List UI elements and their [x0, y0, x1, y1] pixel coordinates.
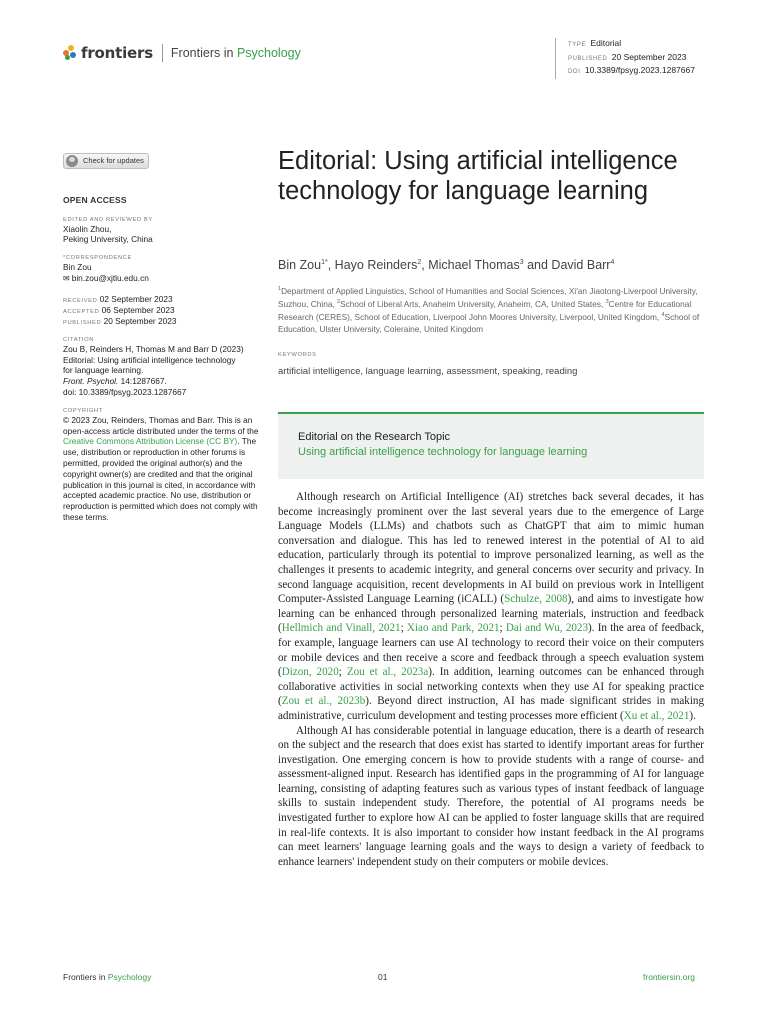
citation-link[interactable]: Zou et al., 2023b: [281, 695, 366, 708]
citation-link[interactable]: Hellmich and Vinall, 2021: [281, 622, 401, 635]
article-title: Editorial: Using artificial intelligence technology for language learning: [278, 147, 678, 205]
cc-by-license-link[interactable]: Creative Commons Attribution License (CC BY): [63, 436, 238, 447]
meta-doi: DOI 10.3389/fpsyg.2023.1287667: [568, 65, 695, 75]
copyright-label: COPYRIGHT: [63, 407, 103, 414]
meta-type: TYPE Editorial: [568, 38, 622, 48]
footer-journal: Frontiers in Psychology: [63, 972, 152, 982]
citation-link[interactable]: Xiao and Park, 2021: [406, 622, 500, 635]
citation-link[interactable]: Dai and Wu, 2023: [505, 622, 589, 635]
article-meta: [555, 38, 695, 79]
author[interactable]: Michael Thomas$^3$: [428, 258, 524, 272]
dates: [63, 294, 263, 327]
frontiers-logo-icon: [63, 45, 77, 61]
divider: [162, 44, 163, 62]
citation: Zou B, Reinders H, Thomas M and Barr D (2023) Editorial: Using artificial intelligence technology for language learning. Front. Psychol. 14:1287667. doi: 10.3389/fpsyg.2023.1287667: [63, 343, 244, 397]
open-access-label: OPEN ACCESS: [63, 194, 127, 205]
edited-label: EDITED AND REVIEWED BY: [63, 216, 153, 223]
brand-name: frontiers: [81, 44, 153, 62]
editor-name: Xiaolin Zhou,: [63, 223, 112, 234]
received-date: RECEIVED 02 September 2023: [63, 293, 173, 304]
frontiers-logo[interactable]: [63, 44, 301, 62]
editor-affiliation: Peking University, China: [63, 234, 153, 245]
author-list: Bin Zou$^{1*}$, Hayo Reinders$^2$, Michael Thomas$^3$ and David Barr$^4$: [278, 258, 615, 272]
meta-published: PUBLISHED 20 September 2023: [568, 51, 687, 62]
accepted-date: ACCEPTED 06 September 2023: [63, 304, 175, 315]
check-updates-label: Check for updates: [83, 155, 144, 165]
correspondence-name: Bin Zou: [63, 262, 92, 273]
paragraph: Although research on Artificial Intelligence (AI) stretches back several decades, it has become increasingly prominent over the last several years due to the emergence of Large Language Models (LLMs) and chatbots such as ChatGPT that aim to mimic human conversation and dialogue. This has led to renewed interest in the potential of AI to aid education, particularly through its potential to improve personalized learning, as well as the challenges it presents to academic integrity, and general concerns over security and privacy. In second language acquisition, recent developments in AI build on previous work in Intelligent Computer-Assisted Language Learning (iCALL) (Schulze, 2008), and aims to investigate how learning can be enhanced through personalized learning materials, instruction and feedback (Hellmich and Vinall, 2021; Xiao and Park, 2021; Dai and Wu, 2023). In the area of feedback, for example, language learners can use AI technology to record their voice on their computers or mobile devices and then receive a score and feedback through a speech evaluation system (Dizon, 2020; Zou et al., 2023a). In addition, learning outcomes can be enhanced through collaborative activities in social networking contexts when they use AI for speaking practice (Zou et al., 2023b). Beyond direct instruction, AI has made significant strides in making administrative, curriculum development and testing processes more efficient (Xu et al., 2021).: [278, 491, 705, 722]
author[interactable]: David Barr$^4$: [551, 258, 615, 272]
refresh-icon: [66, 155, 78, 167]
sidebar: [63, 153, 263, 523]
keywords-label: KEYWORDS: [278, 352, 317, 358]
correspondence-email[interactable]: ✉ bin.zou@xjtlu.edu.cn: [63, 272, 149, 283]
citation-link[interactable]: Zou et al., 2023a: [346, 666, 429, 679]
correspondence-label: *CORRESPONDENCE: [63, 255, 132, 262]
journal-name: Frontiers in Psychology: [170, 46, 301, 60]
research-topic-link[interactable]: Using artificial intelligence technology for language learning: [298, 446, 588, 458]
citation-link[interactable]: Schulze, 2008: [504, 593, 568, 606]
citation-link[interactable]: Xu et al., 2021: [623, 709, 690, 722]
research-topic-box: [278, 412, 704, 479]
research-topic-label: Editorial on the Research Topic: [298, 431, 451, 443]
citation-label: CITATION: [63, 336, 94, 343]
author[interactable]: Bin Zou$^{1*}$: [278, 258, 328, 272]
paragraph: Although AI has considerable potential in language education, there is a dearth of research on the subject and the research that does exist has started to identify important areas for further investigation. One emerging concern is how to provide students with a range of course- and assessment-aligned input. Research has identified gaps in the programming of AI for language learning, consisting of adapting features such as various types of instant feedback of language skills to sustain independent study. Therefore, the potential of AI programs needs be investigated further to explore how AI can be applied to foster language skills that are required in real-life contexts. It is also important to consider how instant feedback in the AI programs can meet learners' language learning goals and the ways to design a variety of feedback to enhance learners' independent study on their computers or mobile devices.: [278, 724, 704, 868]
article-body: [278, 490, 704, 869]
copyright-text: © 2023 Zou, Reinders, Thomas and Barr. This is an open-access article distributed under the terms of the Creative Commons Attribution License (CC BY). The use, distribution or reproduction in other forums is permitted, provided the original author(s) and the copyright owner(s) are credited and that the original publication in this journal is cited, in accordance with accepted academic practice. No use, distribution or reproduction is permitted which does not comply with these terms.: [63, 414, 259, 522]
page-number: 01: [378, 972, 388, 982]
footer-site-link[interactable]: frontiersin.org: [643, 972, 695, 982]
author[interactable]: Hayo Reinders$^2$: [334, 258, 422, 272]
envelope-icon: ✉: [63, 273, 70, 283]
affiliations: $^1$Department of Applied Linguistics, School of Humanities and Social Sciences, Xi'an Jiaotong-Liverpool University, Suzhou, China, $^2$School of Liberal Arts, Anaheim University, Anaheim, CA, United States, $^3$Centre for Educational Research (CERES), School of Education, Liverpool John Moores University, Liverpool, United Kingdom, $^4$School of Education, Ulster University, Coleraine, United Kingdom: [278, 285, 700, 334]
citation-link[interactable]: Dizon, 2020: [281, 666, 339, 679]
published-date: PUBLISHED 20 September 2023: [63, 315, 177, 326]
check-for-updates-button[interactable]: [63, 153, 149, 169]
keywords: artificial intelligence, language learning, assessment, speaking, reading: [278, 366, 578, 377]
